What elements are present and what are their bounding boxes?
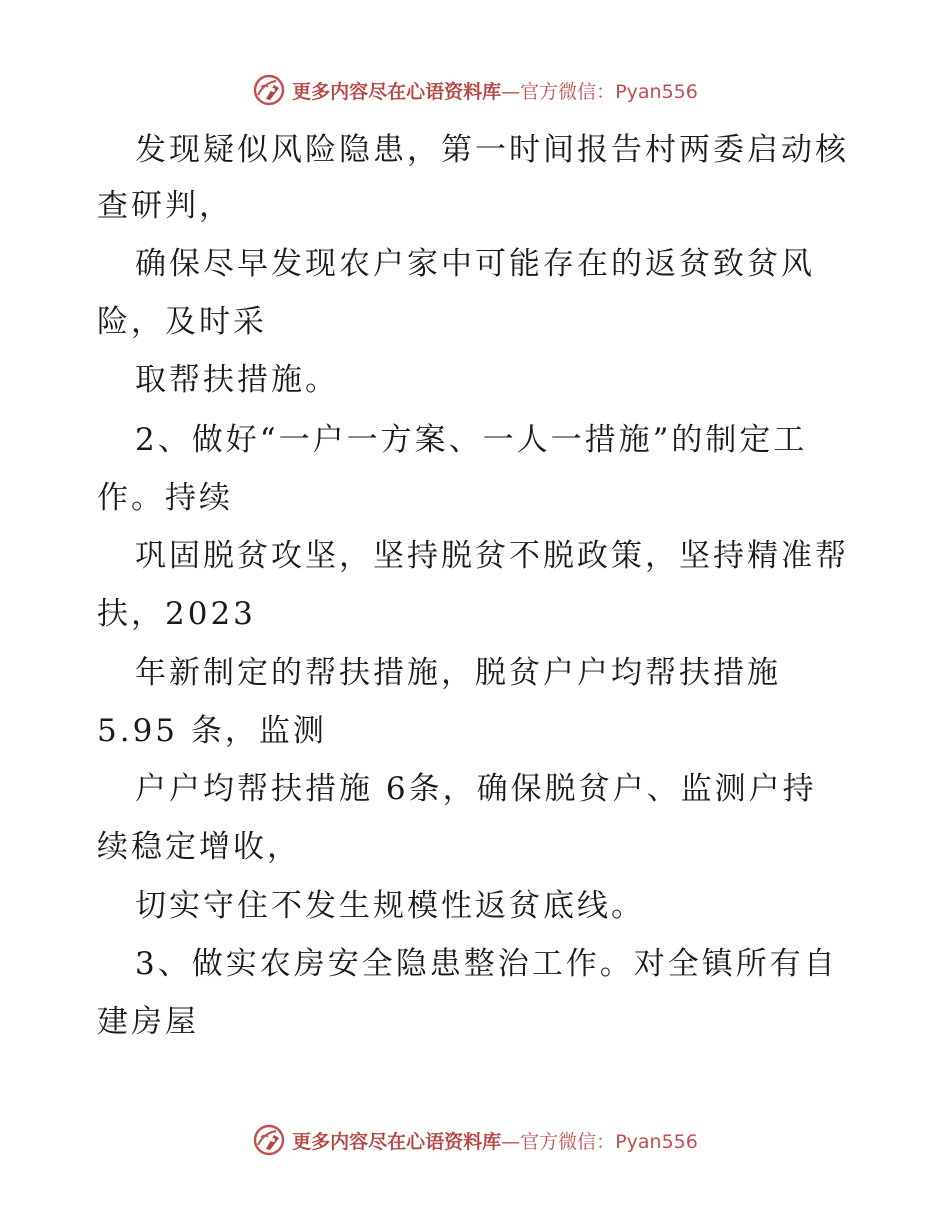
body-line: 取帮扶措施。 bbox=[135, 362, 339, 398]
header-watermark bbox=[0, 70, 950, 110]
watermark-wechat-id: Pyan556 bbox=[615, 80, 698, 103]
watermark-official: 官方微信： bbox=[520, 1130, 616, 1153]
watermark-separator: — bbox=[501, 1130, 521, 1153]
body-line: 险，及时采 bbox=[97, 304, 267, 340]
watermark-brand: 更多内容尽在心语资料库 bbox=[292, 80, 502, 103]
body-line: 查研判， bbox=[97, 188, 233, 224]
body-line: 3、做实农房安全隐患整治工作。对全镇所有自 bbox=[135, 946, 838, 982]
body-line: 2、做好“一户一方案、一人一措施”的制定工 bbox=[135, 422, 808, 458]
watermark-wechat-id: Pyan556 bbox=[615, 1130, 698, 1153]
body-line: 作。持续 bbox=[97, 480, 233, 516]
watermark-group bbox=[252, 73, 698, 107]
watermark-group bbox=[252, 1123, 698, 1157]
pen-nib-circle-icon bbox=[252, 73, 286, 107]
body-line: 扶，2023 bbox=[97, 596, 256, 632]
body-line: 切实守住不发生规模性返贫底线。 bbox=[135, 888, 645, 924]
watermark-text bbox=[292, 77, 698, 104]
body-line: 发现疑似风险隐患，第一时间报告村两委启动核 bbox=[135, 132, 849, 168]
body-line: 户户均帮扶措施 6条，确保脱贫户、监测户持 bbox=[135, 771, 817, 807]
watermark-text bbox=[292, 1127, 698, 1154]
watermark-official: 官方微信： bbox=[520, 80, 616, 103]
body-line: 续稳定增收， bbox=[97, 829, 301, 865]
body-line: 5.95 条，监测 bbox=[97, 713, 327, 749]
watermark-separator: — bbox=[501, 80, 521, 103]
body-line: 确保尽早发现农户家中可能存在的返贫致贫风 bbox=[135, 246, 815, 282]
pen-nib-circle-icon bbox=[252, 1123, 286, 1157]
body-line: 建房屋 bbox=[97, 1004, 199, 1040]
body-line: 巩固脱贫攻坚，坚持脱贫不脱政策，坚持精准帮 bbox=[135, 538, 849, 574]
watermark-brand: 更多内容尽在心语资料库 bbox=[292, 1130, 502, 1153]
body-line: 年新制定的帮扶措施，脱贫户户均帮扶措施 bbox=[135, 655, 781, 691]
footer-watermark bbox=[0, 1120, 950, 1160]
